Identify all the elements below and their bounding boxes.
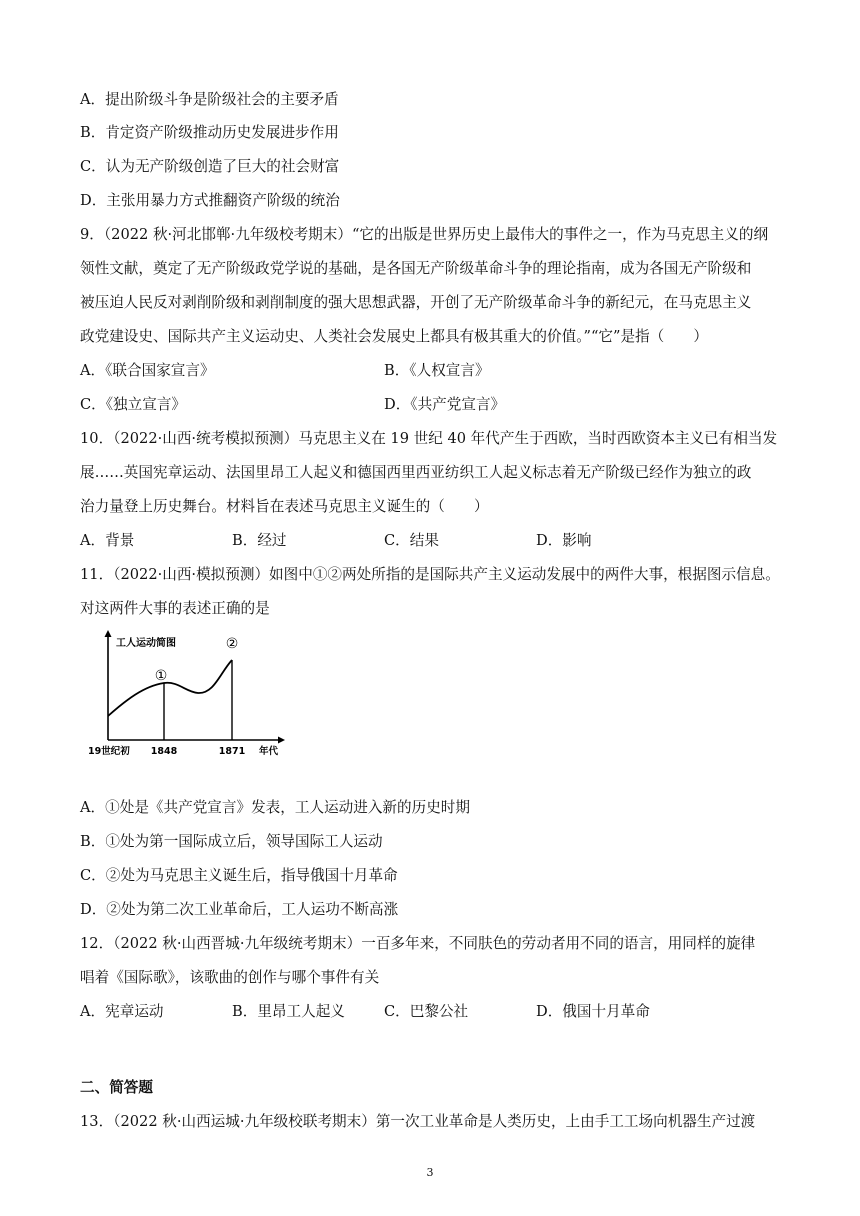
q10-option-b: B．经过	[232, 532, 287, 549]
q12-option-c: C．巴黎公社	[384, 1003, 469, 1020]
x-axis-arrow	[278, 737, 285, 744]
q8-option-d: D．主张用暴力方式推翻资产阶级的统治	[80, 192, 340, 209]
y-axis-arrow	[105, 630, 112, 637]
q13-stem-line-1: 13．（2022 秋·山西运城·九年级校联考期末）第一次工业革命是人类历史，上由手工工场向机器生产过渡	[80, 1113, 756, 1130]
q9-stem-line-2: 领性文献，奠定了无产阶级政党学说的基础，是各国无产阶级革命斗争的理论指南，成为各国无产阶级和	[80, 260, 752, 277]
q11-stem-line-1: 11．（2022·山西·模拟预测）如图中①②两处所指的是国际共产主义运动发展中的两件大事，根据图示信息。	[80, 566, 780, 583]
x-tick-1848: 1848	[150, 746, 178, 757]
q12-option-a: A．宪章运动	[80, 1003, 164, 1020]
workers-movement-diagram	[86, 628, 286, 760]
q11-option-d: D．②处为第二次工业革命后，工人运功不断高涨	[80, 901, 399, 918]
x-tick-early-19th: 19世纪初	[88, 746, 130, 757]
diagram-title: 工人运动简图	[116, 638, 176, 649]
x-axis-unit: 年代	[259, 746, 279, 757]
marker-1-label: ①	[154, 668, 168, 684]
movement-curve	[108, 660, 232, 716]
q10-option-c: C．结果	[384, 532, 439, 549]
q10-stem-line-3: 治力量登上历史舞台。材料旨在表述马克思主义诞生的（ ）	[80, 498, 489, 515]
page-number: 3	[426, 1166, 434, 1179]
marker-2-label: ②	[225, 636, 239, 652]
q11-option-c: C．②处为马克思主义诞生后，指导俄国十月革命	[80, 867, 398, 884]
q12-stem-line-2: 唱着《国际歌》，该歌曲的创作与哪个事件有关	[80, 969, 380, 986]
q10-stem-line-2: 展……英国宪章运动、法国里昂工人起义和德国西里西亚纺织工人起义标志着无产阶级已经作为独立的政	[80, 464, 752, 481]
q9-stem-line-4: 政党建设史、国际共产主义运动史、人类社会发展史上都具有极其重大的价值。”“它”是指（ ）	[80, 328, 709, 345]
q9-stem-line-3: 被压迫人民反对剥削阶级和剥削制度的强大思想武器，开创了无产阶级革命斗争的新纪元，在马克思主义	[80, 294, 752, 311]
q12-option-d: D．俄国十月革命	[536, 1003, 650, 1020]
q12-option-b: B．里昂工人起义	[232, 1003, 345, 1020]
q9-option-a: A．《联合国家宣言》	[80, 362, 215, 379]
q9-option-d: D．《共产党宣言》	[384, 396, 506, 413]
q11-stem-line-2: 对这两件大事的表述正确的是	[80, 600, 270, 617]
q11-option-a: A．①处是《共产党宣言》发表，工人运动进入新的历史时期	[80, 799, 470, 816]
q9-stem-line-1: 9．（2022 秋·河北邯郸·九年级校考期末）“它的出版是世界历史上最伟大的事件之一，作为马克思主义的纲	[80, 226, 769, 243]
section-heading: 二、简答题	[80, 1079, 153, 1096]
q9-option-c: C．《独立宣言》	[80, 396, 187, 413]
q8-option-b: B．肯定资产阶级推动历史发展进步作用	[80, 124, 339, 141]
x-tick-1871: 1871	[218, 746, 246, 757]
q10-option-a: A．背景	[80, 532, 135, 549]
q10-option-d: D．影响	[536, 532, 592, 549]
q12-stem-line-1: 12．（2022 秋·山西晋城·九年级统考期末）一百多年来，不同肤色的劳动者用不同的语言，用同样的旋律	[80, 935, 756, 952]
q8-option-c: C．认为无产阶级创造了巨大的社会财富	[80, 158, 340, 175]
q11-option-b: B．①处为第一国际成立后，领导国际工人运动	[80, 833, 383, 850]
q9-option-b: B．《人权宣言》	[384, 362, 490, 379]
q8-option-a: A．提出阶级斗争是阶级社会的主要矛盾	[80, 91, 339, 108]
q10-stem-line-1: 10．（2022·山西·统考模拟预测）马克思主义在 19 世纪 40 年代产生于西欧，当时西欧资本主义已有相当发	[80, 430, 778, 447]
